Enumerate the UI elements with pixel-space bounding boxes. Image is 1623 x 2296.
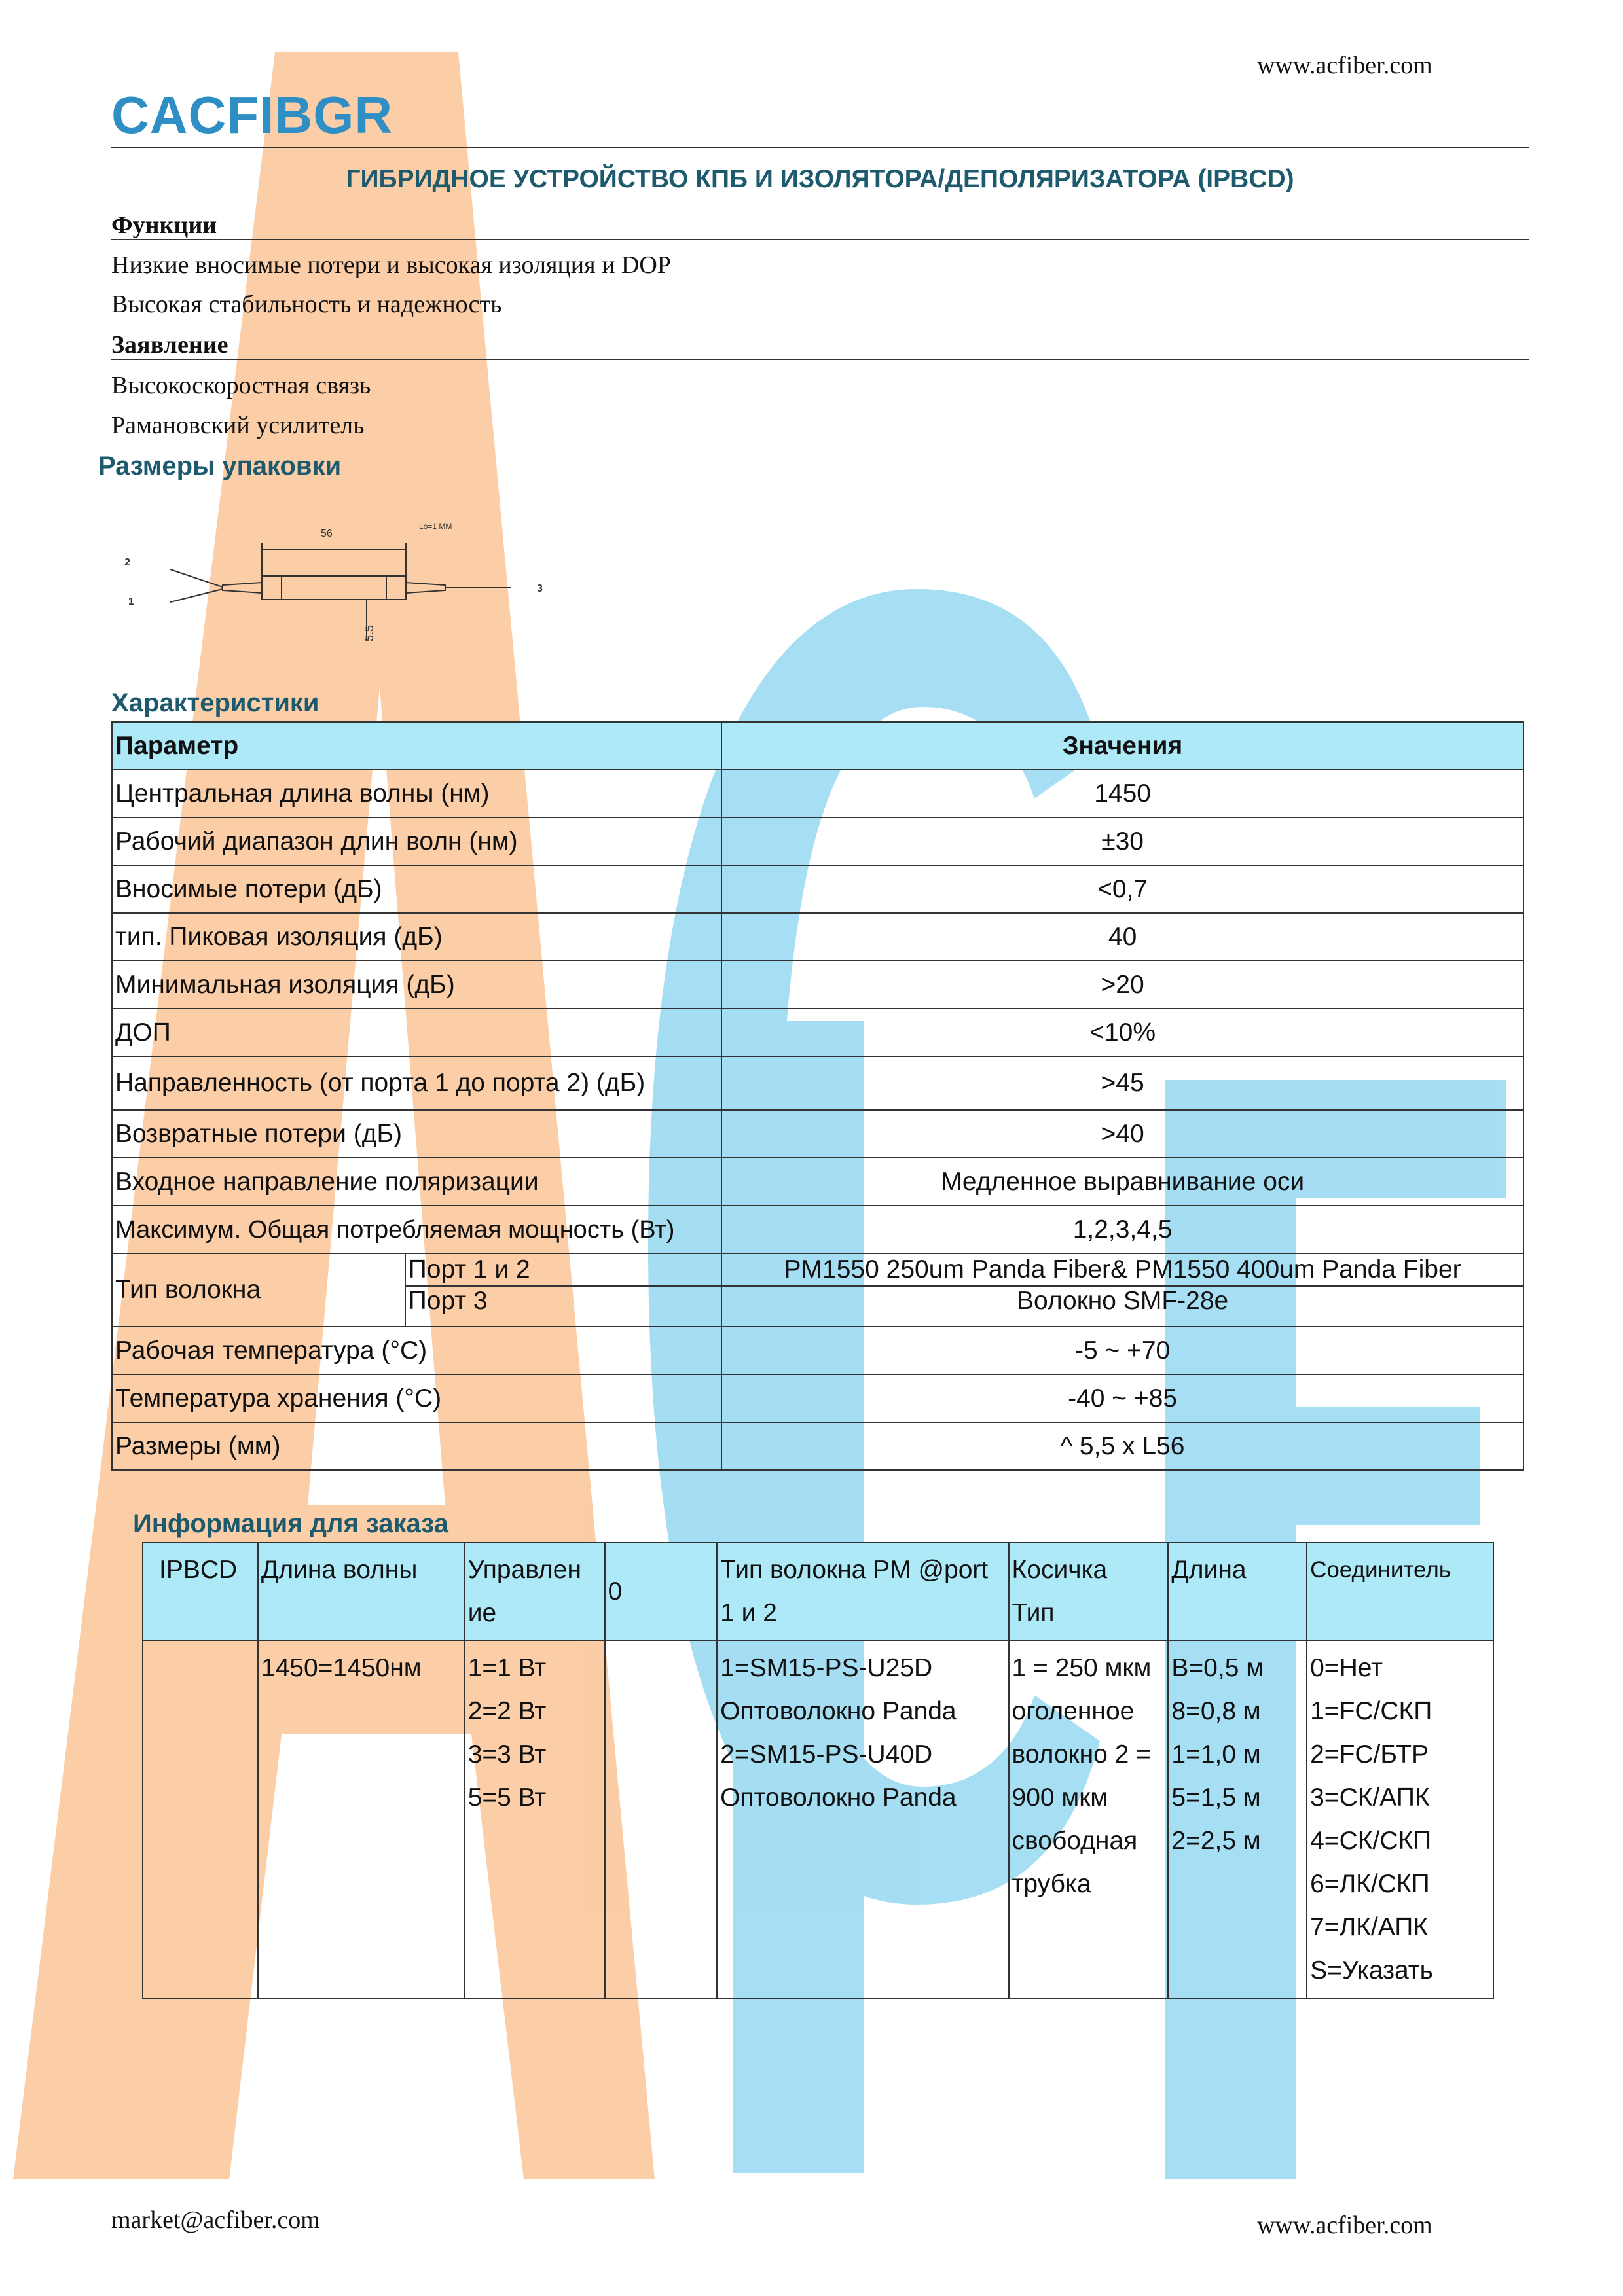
application-heading: Заявление [111, 331, 228, 359]
param-cell: Центральная длина волны (нм) [112, 770, 721, 817]
footer-url[interactable]: www.acfiber.com [1257, 2212, 1432, 2239]
param-cell: тип. Пиковая изоляция (дБ) [112, 913, 721, 961]
value-cell: -40 ~ +85 [721, 1374, 1523, 1422]
specs-heading: Характеристики [111, 689, 319, 717]
port-label: 3 [537, 583, 543, 594]
column-header: Параметр [112, 722, 721, 770]
value-cell: <0,7 [721, 865, 1523, 913]
param-cell: Максимум. Общая потребляемая мощность (Вт) [112, 1206, 721, 1253]
table-header-row [143, 1543, 1493, 1641]
functions-heading: Функции [111, 211, 217, 239]
value-cell: >20 [721, 961, 1523, 1009]
value-cell: ±30 [721, 817, 1523, 865]
ordering-table [142, 1542, 1494, 1999]
port-cell: Порт 3 [405, 1286, 722, 1327]
param-cell: Рабочая температура (°C) [112, 1327, 721, 1374]
param-cell: Направленность (от порта 1 до порта 2) (дБ) [112, 1056, 721, 1110]
column-header: Соединитель [1307, 1543, 1493, 1641]
order-cell: 1=SM15-PS-U25D Оптоволокно Panda 2=SM15-PS-U40D Оптоволокно Panda [717, 1641, 1008, 1998]
header-divider [111, 147, 1529, 148]
function-item: Низкие вносимые потери и высокая изоляция и DOP [111, 251, 671, 279]
value-cell: PM1550 250um Panda Fiber& PM1550 400um Panda Fiber [721, 1253, 1523, 1286]
value-cell: ^ 5,5 x L56 [721, 1422, 1523, 1470]
value-cell: Медленное выравнивание оси [721, 1158, 1523, 1206]
param-cell: ДОП [112, 1009, 721, 1056]
column-header: 0 [605, 1543, 718, 1641]
company-logo: CACFIBGR [111, 86, 393, 144]
value-cell: <10% [721, 1009, 1523, 1056]
table-row [112, 1253, 1523, 1286]
table-row [112, 865, 1523, 913]
column-header: Управлен ие [465, 1543, 605, 1641]
table-row [112, 1110, 1523, 1158]
param-cell: Входное направление поляризации [112, 1158, 721, 1206]
table-header-row [112, 722, 1523, 770]
param-cell: Возвратные потери (дБ) [112, 1110, 721, 1158]
param-cell: Вносимые потери (дБ) [112, 865, 721, 913]
order-cell [143, 1641, 258, 1998]
column-header: Длина [1168, 1543, 1307, 1641]
table-row [112, 817, 1523, 865]
column-header: Значения [721, 722, 1523, 770]
order-cell: 1450=1450нм [258, 1641, 465, 1998]
function-item: Высокая стабильность и надежность [111, 291, 502, 318]
dim-note: Lo=1 MM [419, 522, 452, 531]
table-row [112, 1374, 1523, 1422]
column-header: Тип волокна PM @port 1 и 2 [717, 1543, 1008, 1641]
dim-diameter: 5.5 [363, 624, 376, 641]
dim-length: 56 [321, 528, 333, 539]
param-cell: Рабочий диапазон длин волн (нм) [112, 817, 721, 865]
application-divider [111, 359, 1529, 360]
functions-divider [111, 239, 1529, 240]
value-cell: 40 [721, 913, 1523, 961]
footer-email[interactable]: market@acfiber.com [111, 2206, 320, 2234]
application-item: Рамановский усилитель [111, 412, 365, 439]
value-cell: >40 [721, 1110, 1523, 1158]
table-row [112, 1056, 1523, 1110]
header-url: www.acfiber.com [1257, 52, 1432, 79]
table-row [112, 1158, 1523, 1206]
table-row [112, 1206, 1523, 1253]
order-cell [605, 1641, 718, 1998]
order-cell: 1=1 Вт 2=2 Вт 3=3 Вт 5=5 Вт [465, 1641, 605, 1998]
param-cell: Размеры (мм) [112, 1422, 721, 1470]
value-cell: Волокно SMF-28e [721, 1286, 1523, 1327]
ordering-heading: Информация для заказа [133, 1509, 448, 1538]
document-title: ГИБРИДНОЕ УСТРОЙСТВО КПБ И ИЗОЛЯТОРА/ДЕПОЛЯРИЗАТОРА (IPBCD) [346, 165, 1294, 193]
order-cell: 1 = 250 мкм оголенное волокно 2 = 900 мкм свободная трубка [1009, 1641, 1169, 1998]
port-label: 1 [128, 596, 134, 607]
column-header: Косичка Тип [1009, 1543, 1169, 1641]
param-cell: Минимальная изоляция (дБ) [112, 961, 721, 1009]
column-header: IPBCD [143, 1543, 258, 1641]
order-cell: 0=Нет 1=FC/СКП 2=FC/БТР 3=СК/АПК 4=СК/СКП 6=ЛК/СКП 7=ЛК/АПК S=Указать [1307, 1641, 1493, 1998]
table-row [112, 1327, 1523, 1374]
specs-table [111, 721, 1524, 1471]
table-row [112, 913, 1523, 961]
table-row [112, 770, 1523, 817]
port-label: 2 [124, 557, 130, 568]
value-cell: 1,2,3,4,5 [721, 1206, 1523, 1253]
column-header: Длина волны [258, 1543, 465, 1641]
table-row [112, 1422, 1523, 1470]
package-drawing [118, 511, 576, 655]
param-cell: Тип волокна [112, 1253, 405, 1327]
value-cell: -5 ~ +70 [721, 1327, 1523, 1374]
order-cell: B=0,5 м 8=0,8 м 1=1,0 м 5=1,5 м 2=2,5 м [1168, 1641, 1307, 1998]
value-cell: >45 [721, 1056, 1523, 1110]
application-item: Высокоскоростная связь [111, 372, 371, 399]
param-cell: Температура хранения (°C) [112, 1374, 721, 1422]
package-heading: Размеры упаковки [98, 452, 342, 480]
table-row [143, 1641, 1493, 1998]
value-cell: 1450 [721, 770, 1523, 817]
table-row [112, 1009, 1523, 1056]
table-row [112, 961, 1523, 1009]
port-cell: Порт 1 и 2 [405, 1253, 722, 1286]
